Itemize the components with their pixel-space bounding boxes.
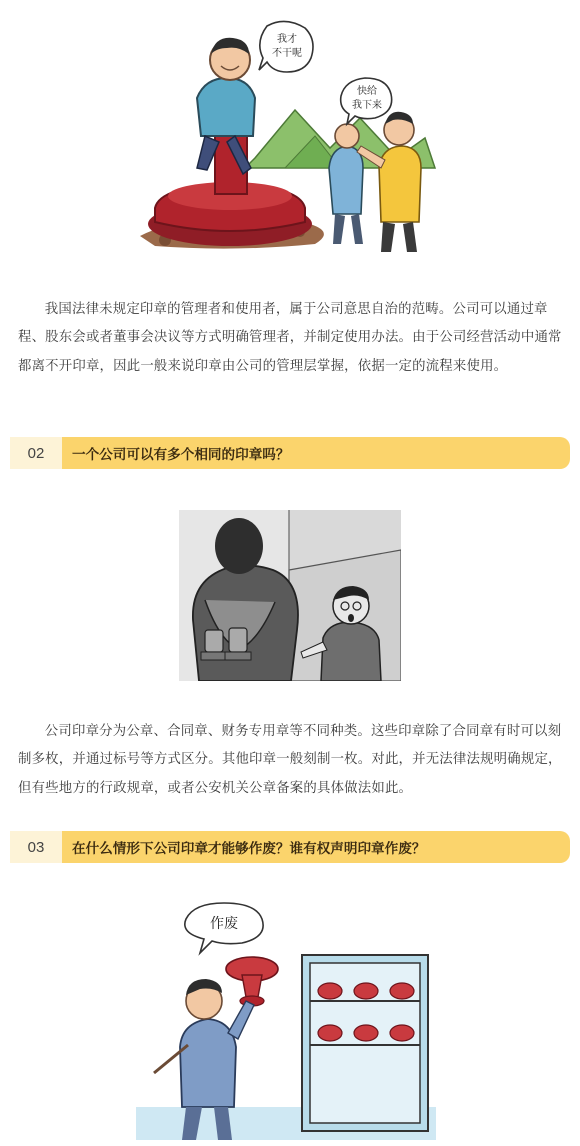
section-heading-02 bbox=[10, 437, 570, 469]
illustration-seal-sitting bbox=[135, 18, 440, 256]
illustration-void-seal bbox=[124, 897, 456, 1140]
illustration-hidden-seals bbox=[179, 510, 401, 681]
paragraph-seal-managers: 我国法律未规定印章的管理者和使用者，属于公司意思自治的范畴。公司可以通过章程、股东会或者董事会决议等方式明确管理者，并制定使用办法。由于公司经营活动中通常都离不开印章，因此一般来说印章由公司的管理层掌握，依据一定的流程来使用。 bbox=[18, 302, 562, 374]
bubble-right-text: 快给 bbox=[357, 86, 377, 97]
section-number: 03 bbox=[10, 831, 62, 863]
section-title: 在什么情形下公司印章才能够作废？谁有权声明印章作废？ bbox=[62, 831, 570, 863]
illustration-void-seal-drawing bbox=[124, 897, 456, 1140]
illustration-seal-sitting-drawing bbox=[135, 18, 440, 256]
section-heading-03 bbox=[10, 831, 570, 863]
bubble-void-text: 作废 bbox=[210, 916, 238, 932]
bubble-right-text-line2: 我下来 bbox=[352, 100, 382, 111]
bubble-top-text: 我才 bbox=[277, 34, 297, 45]
section-title: 一个公司可以有多个相同的印章吗？ bbox=[62, 437, 570, 469]
bubble-top-text-line2: 不干呢 bbox=[272, 48, 302, 59]
paragraph-seal-types: 公司印章分为公章、合同章、财务专用章等不同种类。这些印章除了合同章有时可以刻制多枚，并通过标号等方式区分。其他印章一般刻制一枚。对此，并无法律法规明确规定，但有些地方的行政规章，或者公安机关公章备案的具体做法如此。 bbox=[18, 724, 562, 796]
illustration-hidden-seals-drawing bbox=[179, 510, 401, 681]
section-number: 02 bbox=[10, 437, 62, 469]
